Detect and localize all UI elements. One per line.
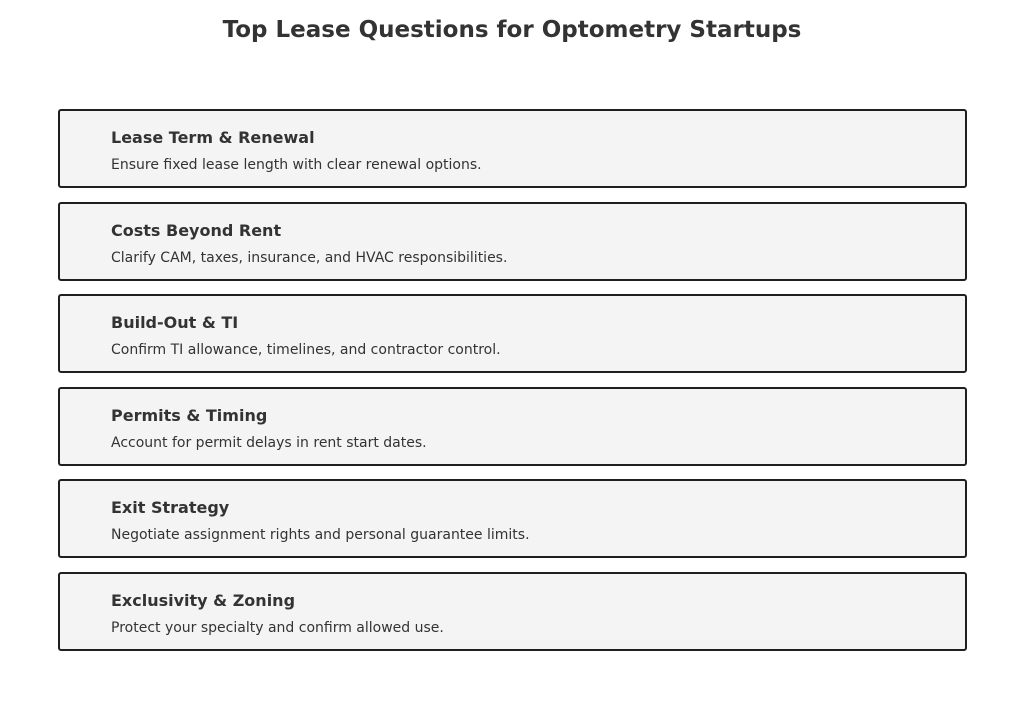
question-card-permits	[58, 387, 967, 466]
card-description: Protect your specialty and confirm allowed use.	[111, 619, 444, 636]
card-title: Build-Out & TI	[111, 313, 239, 332]
card-description: Negotiate assignment rights and personal guarantee limits.	[111, 527, 530, 543]
card-title: Lease Term & Renewal	[111, 128, 315, 147]
page-title: Top Lease Questions for Optometry Startups	[222, 17, 802, 43]
card-title: Exit Strategy	[111, 498, 230, 517]
question-card-build-out	[58, 294, 967, 373]
card-title: Costs Beyond Rent	[111, 220, 282, 240]
card-title: Permits & Timing	[111, 405, 268, 425]
card-description: Ensure fixed lease length with clear renewal options.	[111, 157, 482, 173]
card-description: Account for permit delays in rent start dates.	[111, 434, 427, 451]
question-card-lease-term	[58, 109, 967, 188]
card-description: Confirm TI allowance, timelines, and contractor control.	[111, 342, 501, 358]
card-description: Clarify CAM, taxes, insurance, and HVAC responsibilities.	[111, 249, 508, 266]
question-card-list	[58, 109, 967, 664]
card-title: Exclusivity & Zoning	[111, 590, 296, 610]
question-card-exit-strategy	[58, 479, 967, 558]
question-card-costs	[58, 202, 967, 281]
question-card-exclusivity	[58, 572, 967, 651]
